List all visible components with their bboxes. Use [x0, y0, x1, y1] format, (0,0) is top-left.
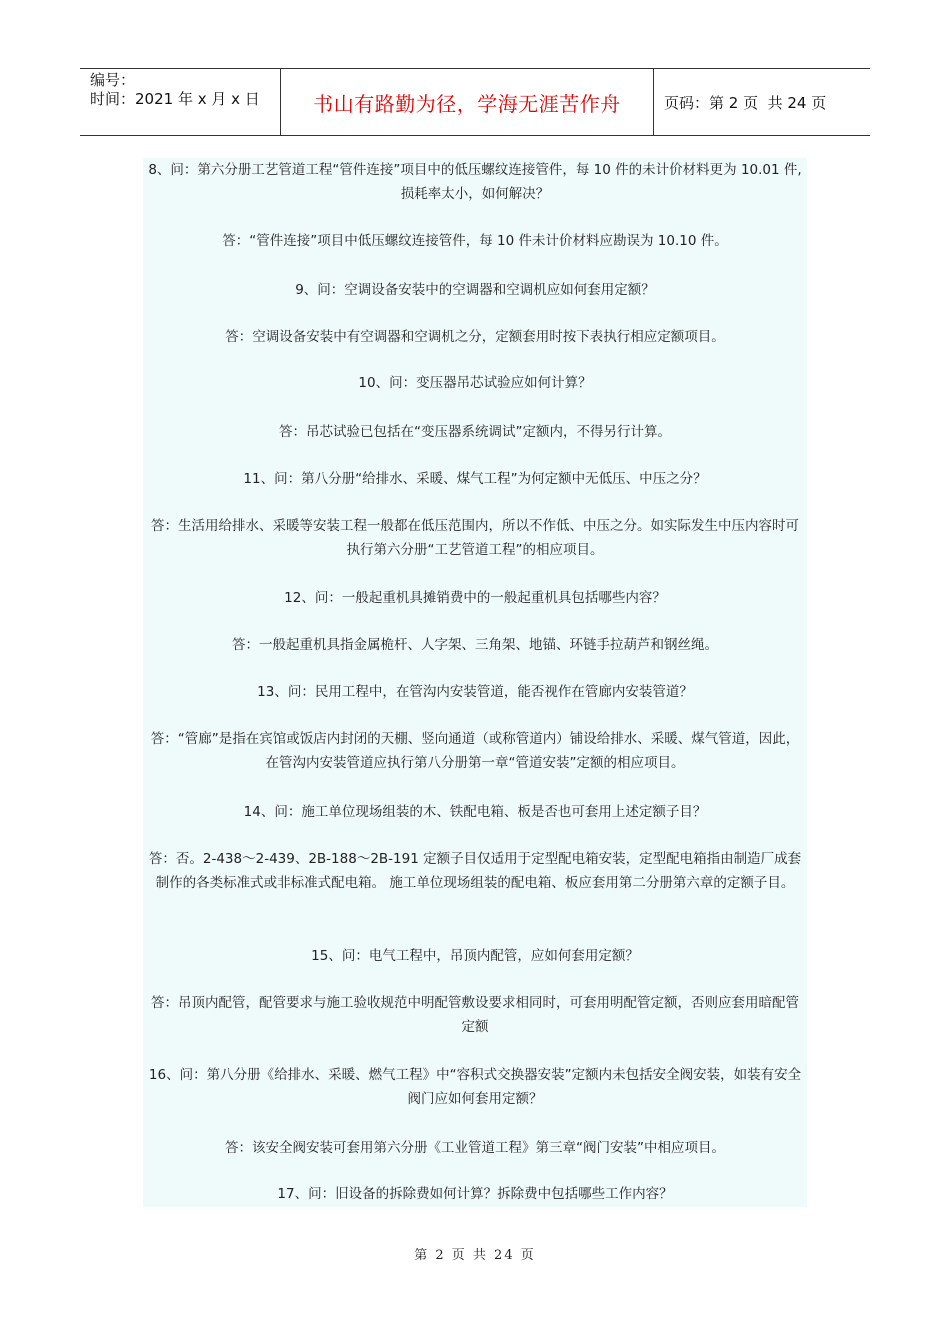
question-15: 15、问：电气工程中，吊顶内配管，应如何套用定额？	[311, 948, 639, 964]
page-footer: 第 2 页 共 24 页	[414, 1248, 536, 1263]
document-number-label: 编号：	[90, 71, 136, 89]
answer-11: 答：生活用给排水、采暖等安装工程一般都在低压范围内，所以不作低、中压之分。如实际发生中压内容时可执行第六分册“工艺管道工程”的相应项目。	[151, 518, 799, 558]
question-11: 11、问：第八分册“给排水、采暖、煤气工程”为何定额中无低压、中压之分？	[243, 471, 707, 487]
answer-14: 答：否。2-438～2-439、2B-188～2B-191 定额子目仅适用于定型配电箱安装，定型配电箱指由制造厂成套制作的各类标准式或非标准式配电箱。 施工单位现场组装的配电箱、板应套用第二分册第六章的定额子目。	[148, 851, 802, 891]
qa-content	[143, 158, 807, 1207]
answer-12: 答：一般起重机具指金属桅杆、人字架、三角架、地锚、环链手拉葫芦和钢丝绳。	[232, 637, 718, 653]
answer-9: 答：空调设备安装中有空调器和空调机之分，定额套用时按下表执行相应定额项目。	[225, 329, 725, 345]
answer-8: 答：“管件连接”项目中低压螺纹连接管件，每 10 件未计价材料应勘误为 10.10 件。	[222, 233, 728, 249]
header-page-label: 页码：第 2 页 共 24 页	[664, 93, 827, 112]
header-page-number	[654, 69, 870, 135]
question-8: 8、问：第六分册工艺管道工程“管件连接”项目中的低压螺纹连接管件，每 10 件的未计价材料更为 10.01 件,损耗率太小，如何解决？	[148, 162, 802, 202]
question-10: 10、问：变压器吊芯试验应如何计算？	[358, 375, 592, 391]
question-16: 16、问：第八分册《给排水、采暖、燃气工程》中“容积式交换器安装”定额内未包括安全阀安装，如装有安全阀门应如何套用定额？	[148, 1067, 802, 1107]
question-14: 14、问：施工单位现场组装的木、铁配电箱、板是否也可套用上述定额子目？	[243, 804, 707, 820]
document-time-label: 时间：2021 年 x 月 x 日	[90, 90, 260, 108]
header-motto: 书山有路勤为径，学海无涯苦作舟	[281, 69, 654, 135]
answer-16: 答：该安全阀安装可套用第六分册《工业管道工程》第三章“阀门安装”中相应项目。	[225, 1140, 725, 1156]
question-13: 13、问：民用工程中，在管沟内安装管道，能否视作在管廊内安装管道？	[257, 684, 693, 700]
answer-13: 答：“管廊”是指在宾馆或饭店内封闭的天棚、竖向通道（或称管道内）铺设给排水、采暖、煤气管道，因此，在管沟内安装管道应执行第八分册第一章“管道安装”定额的相应项目。	[150, 731, 800, 771]
answer-15: 答：吊顶内配管，配管要求与施工验收规范中明配管敷设要求相同时，可套用明配管定额，否则应套用暗配管定额	[151, 995, 799, 1035]
question-12: 12、问：一般起重机具摊销费中的一般起重机具包括哪些内容？	[284, 590, 666, 606]
question-9: 9、问：空调设备安装中的空调器和空调机应如何套用定额？	[295, 282, 655, 298]
page-header	[80, 68, 870, 136]
header-meta	[80, 69, 281, 135]
answer-10: 答：吊芯试验已包括在“变压器系统调试”定额内，不得另行计算。	[279, 424, 671, 440]
question-17: 17、问：旧设备的拆除费如何计算？拆除费中包括哪些工作内容？	[277, 1186, 673, 1202]
